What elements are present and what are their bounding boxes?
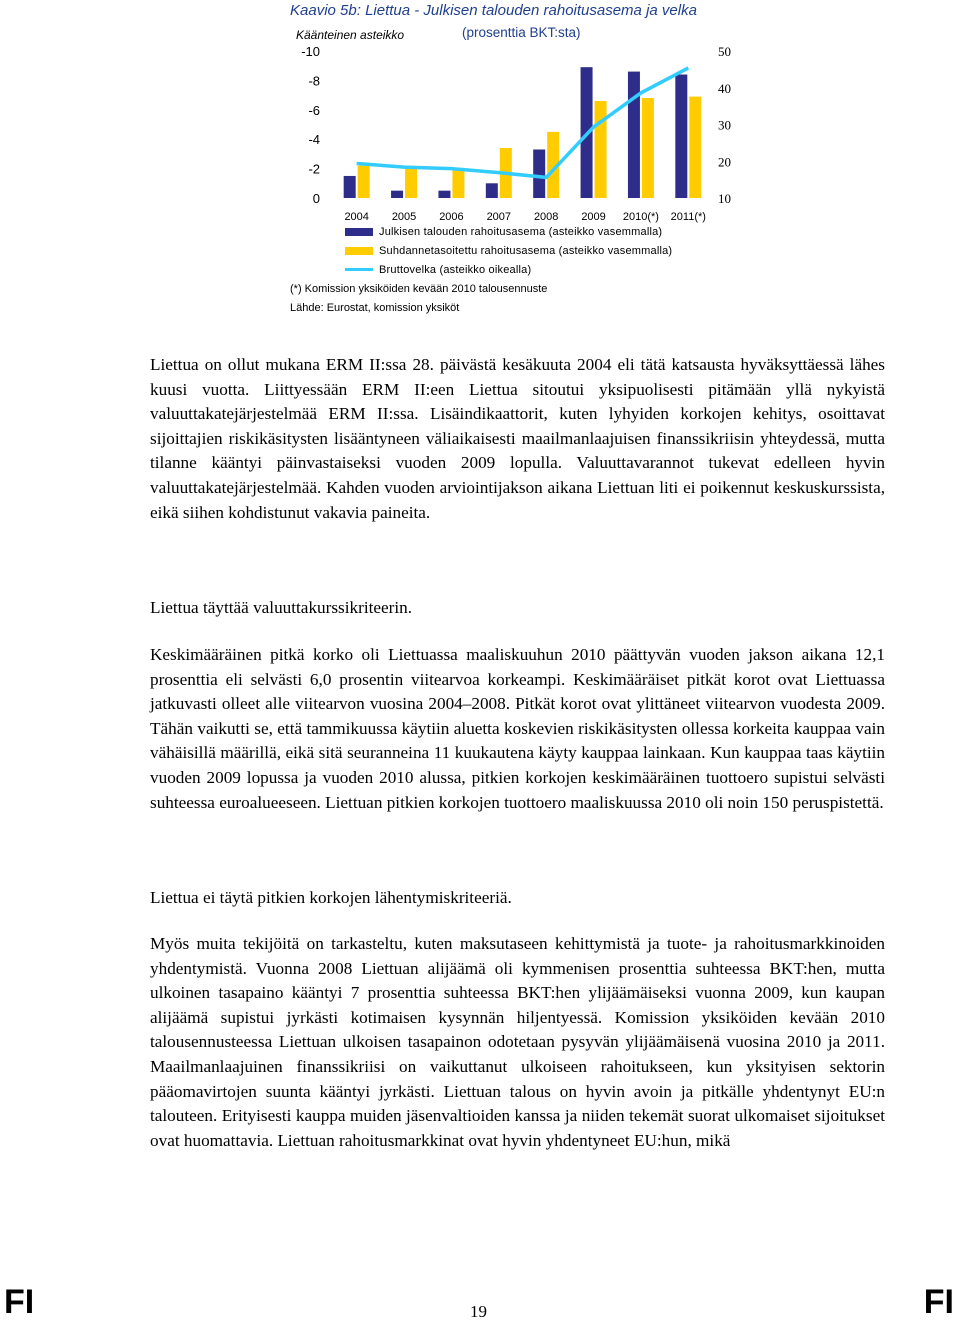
bar <box>628 72 640 198</box>
x-axis-tick-label: 2005 <box>391 211 417 223</box>
right-axis-tick-label: 30 <box>718 117 731 133</box>
chart-legend <box>345 222 672 279</box>
bar <box>486 183 498 198</box>
legend-label: Julkisen talouden rahoitusasema (asteikko vasemmalla) <box>379 225 663 238</box>
left-axis-tick-label: -4 <box>308 132 320 148</box>
right-axis-tick-label: 50 <box>718 44 731 59</box>
bar <box>452 169 464 198</box>
x-axis-tick-label: 2006 <box>439 211 464 223</box>
body-paragraph <box>150 643 885 815</box>
bar <box>689 97 701 198</box>
unit-label: (prosenttia BKT:sta) <box>462 25 581 40</box>
right-axis-tick-label: 10 <box>718 191 731 206</box>
x-axis-tick-label: 2010(*) <box>622 211 659 223</box>
paragraph-text: Liettua on ollut mukana ERM II:ssa 28. päivästä kesäkuuta 2004 eli tätä katsausta hyväksyttäessä lähes kuusi vuotta. Liittyessään ERM II:een Liettua sitoutui yksipuolisesti pitämään yllä nykyistä valuuttakatejärjestelmää ERM II:ssa. Lisäindikaattorit, kuten lyhyiden korkojen kehitys, osoittavat sijoittajien riskikäsitysten lisääntyneen väliaikaisesti maailmanlaajuisen finanssikriisin yhteydessä, mutta tilanne kääntyi päinvastaiseksi vuoden 2009 lopulla. Valuuttavarannot tukevat edelleen hyvin valuuttakatejärjestelmää. Kahden vuoden arviointijakson aikana Liettuan liti ei poikennut keskuskurssista, eikä siihen kohdistunut vakavia paineita. <box>150 355 885 522</box>
body-paragraph <box>150 353 885 525</box>
body-paragraph <box>150 932 885 1153</box>
left-axis-tick-label: 0 <box>312 191 320 206</box>
left-axis-tick-label: -6 <box>308 102 320 118</box>
right-axis-tick-label: 40 <box>718 80 731 96</box>
paragraph-text: Myös muita tekijöitä on tarkasteltu, kuten maksutaseen kehittymistä ja tuote- ja rahoitusmarkkinoiden yhdentymistä. Vuonna 2008 Liettuan alijäämä oli kymmenisen prosenttia suhteessa BKT:hen, mutta ulkoinen tasapaino kääntyi 7 prosenttia suhteessa BKT:hen ylijäämäiseksi vuonna 2009, kun kaupan alijäämä supistui jyrkästi kotimaisen kysynnän hiljentyessä. Komission yksiköiden kevään 2010 talousennusteessa Liettuan ulkoisen tasapainon odotetaan pysyvän ylijäämäisenä vuosina 2010 ja 2011. Maailmanlaajuinen finanssikriisi on vaikuttanut ulkoiseen rahoitukseen, kun yksityisen sektorin pääomavirtojen suunta kääntyi jyrkästi. Liettuan talous on hyvin avoin ja pitkälle yhdentynyt EU:n talouteen. Erityisesti kauppa muiden jäsenvaltioiden kanssa ja niiden tekemät suorat ulkomaiset sijoitukset ovat huomattavia. Liettuan rahoitusmarkkinat ovat hyvin yhdentyneet EU:hun, mikä <box>150 934 885 1150</box>
x-axis-tick-label: 2004 <box>344 211 369 223</box>
legend-item <box>345 241 672 260</box>
bar <box>533 149 545 198</box>
x-axis-tick-label: 2008 <box>533 211 559 223</box>
body-paragraph <box>150 886 885 911</box>
legend-swatch <box>345 247 373 255</box>
paragraph-text: Liettua ei täytä pitkien korkojen lähentymiskriteeriä. <box>150 888 512 907</box>
x-axis-tick-label: 2009 <box>581 211 606 223</box>
left-axis-tick-label: -10 <box>301 44 320 59</box>
legend-label: Suhdannetasoitettu rahoitusasema (asteikko vasemmalla) <box>379 244 673 257</box>
bar <box>405 169 417 198</box>
chart-source: Lähde: Eurostat, komission yksiköt <box>290 302 460 314</box>
bar <box>438 191 450 198</box>
paragraph-text: Liettua täyttää valuuttakurssikriteerin. <box>150 598 413 617</box>
page-number: 19 <box>470 1302 487 1321</box>
inverted-scale-label: Käänteinen asteikko <box>296 28 405 42</box>
legend-line <box>345 268 373 271</box>
bar <box>358 166 370 198</box>
legend-label: Bruttovelka (asteikko oikealla) <box>379 263 532 276</box>
paragraph-text: Keskimääräinen pitkä korko oli Liettuassa maaliskuuhun 2010 päättyvän vuoden jakson aikana 12,1 prosenttia eli selvästi 6,0 prosentin viitearvoa korkeampi. Keskimääräiset pitkät korot ovat Liettuassa jatkuvasti olleet alle viitearvon vuosina 2004–2008. Pitkät korot ovat ylittäneet viitearvon vuodesta 2009. Tähän vaikutti se, että tammikuussa käytiin aluetta koskevien riskikäsitysten ollessa korkeita kauppaa vain vähäisillä määrillä, eikä sitä seuranneina 11 kuukautena käyty kauppaa lainkaan. Kun kauppaa taas käytiin vuoden 2009 lopussa ja vuoden 2010 alussa, pitkien korkojen keskimääräinen tuottoero supistui selvästi suhteessa euroalueeseen. Liettuan pitkien korkojen tuottoero maaliskuussa 2010 oli noin 150 peruspistettä. <box>150 645 885 812</box>
legend-swatch <box>345 228 373 236</box>
chart-title-prefix: Kaavio 5b: <box>290 2 361 19</box>
bar <box>675 75 687 198</box>
chart-title-main: Liettua - Julkisen talouden rahoitusasema ja velka <box>365 2 697 19</box>
left-axis-tick-label: -8 <box>308 73 320 89</box>
x-axis-tick-label: 2007 <box>486 211 512 223</box>
body-paragraph <box>150 596 885 621</box>
chart-notes <box>290 280 547 318</box>
footer-country-code-right: FI <box>923 1283 954 1321</box>
footer-country-code-left: FI <box>4 1283 35 1321</box>
bar <box>595 101 607 198</box>
left-axis-tick-label: -2 <box>308 161 320 177</box>
right-axis-tick-label: 20 <box>718 154 731 170</box>
legend-item <box>345 222 672 241</box>
chart-note: (*) Komission yksiköiden kevään 2010 talousennuste <box>290 283 548 295</box>
bar <box>344 176 356 198</box>
legend-item <box>345 260 672 279</box>
bar <box>642 98 654 198</box>
bar <box>391 191 403 198</box>
x-axis-tick-label: 2011(*) <box>670 211 706 223</box>
